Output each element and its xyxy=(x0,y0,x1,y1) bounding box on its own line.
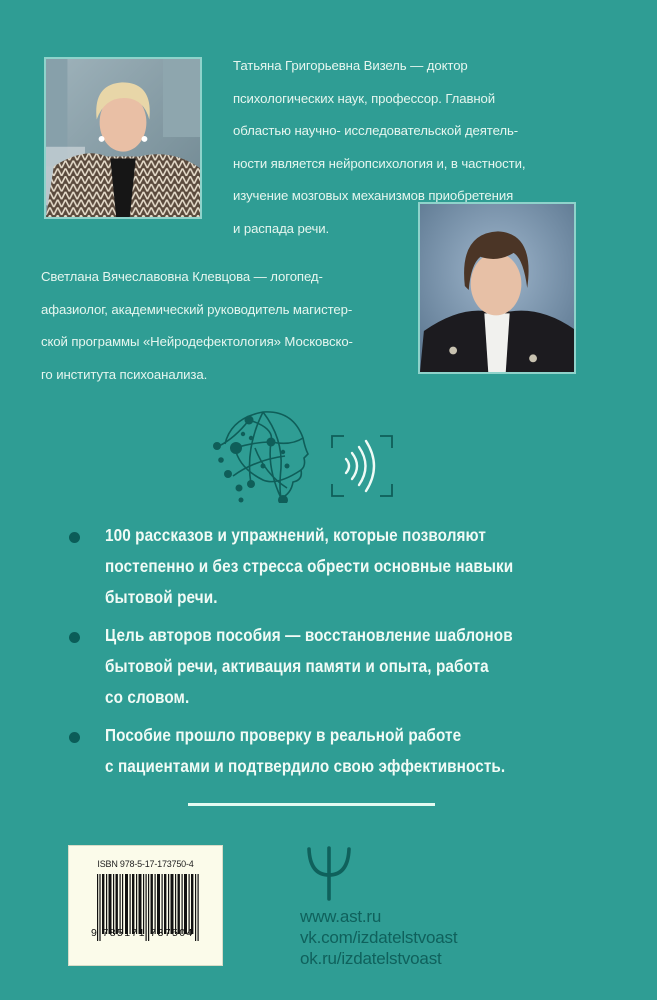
psi-logo-icon xyxy=(306,845,352,901)
portrait-image xyxy=(420,204,574,372)
isbn-barcode xyxy=(68,845,223,966)
portrait-image xyxy=(46,59,200,217)
bullet-dot-icon xyxy=(69,632,80,643)
neural-network-head-icon xyxy=(205,408,320,503)
bullet-dot-icon xyxy=(69,532,80,543)
link-ok[interactable]: ok.ru/izdatelstvoast xyxy=(300,949,442,968)
bio-line: Светлана Вячеславовна Клевцова — логопед- xyxy=(41,269,323,284)
feature-line: постепенно и без стресса обрести основные навыки xyxy=(105,556,514,576)
isbn-label: ISBN 978-5-17-173750-4 xyxy=(97,859,194,869)
feature-line: с пациентами и подтвердило свою эффективность. xyxy=(105,756,506,776)
feature-line: 100 рассказов и упражнений, которые позволяют xyxy=(105,525,486,545)
feature-list xyxy=(66,520,646,789)
bio-line: Татьяна Григорьевна Визель — доктор xyxy=(233,58,468,73)
bio-line: изучение мозговых механизмов приобретения xyxy=(233,188,514,204)
bio-line: афазиолог, академический руководитель магистер- xyxy=(41,301,353,317)
bullet-dot-icon xyxy=(69,732,80,743)
feature-line: со словом. xyxy=(105,687,190,707)
author-bio-klevtsova xyxy=(41,261,353,391)
barcode-digits: 9 785171 737504 xyxy=(91,927,194,939)
bio-line: психологических наук, профессор. Главной xyxy=(233,90,496,106)
link-vk[interactable]: vk.com/izdatelstvoast xyxy=(300,928,458,947)
feature-item xyxy=(66,520,646,613)
bio-line: го института психоанализа. xyxy=(41,366,208,382)
bio-line: областью научно- исследовательской деятель- xyxy=(233,123,519,139)
feature-line: Цель авторов пособия — восстановление шаблонов xyxy=(105,625,513,645)
separator-line xyxy=(188,803,435,806)
bio-line: ской программы «Нейродефектология» Московско- xyxy=(41,334,353,350)
feature-line: Пособие прошло проверку в реальной работе xyxy=(105,725,462,745)
feature-item xyxy=(66,620,646,713)
feature-line: бытовой речи. xyxy=(105,587,218,607)
link-website[interactable]: www.ast.ru xyxy=(300,907,382,926)
bio-line: ности является нейропсихология и, в частности, xyxy=(233,155,526,171)
feature-line: бытовой речи, активация памяти и опыта, работа xyxy=(105,656,489,676)
sound-waves-frame-icon xyxy=(328,432,396,500)
feature-item xyxy=(66,720,646,782)
bio-line: и распада речи. xyxy=(233,220,330,236)
publisher-links xyxy=(300,906,457,969)
author-photo-vizel xyxy=(44,57,202,219)
author-photo-klevtsova xyxy=(418,202,576,374)
